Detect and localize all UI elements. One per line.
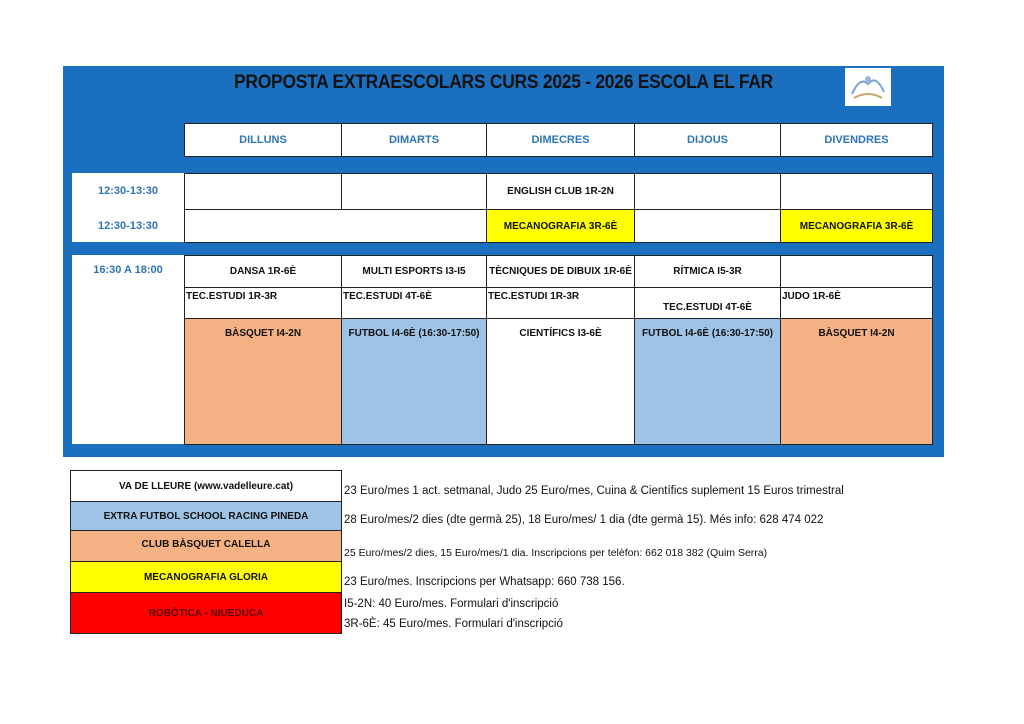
legend-note: 28 Euro/mes/2 dies (dte germà 25), 18 Euro/mes/ 1 dia (dte germà 15). Més info: 628 474 022 [344,514,824,526]
schedule-cell: JUDO 1R-6È [780,287,933,319]
day-header-dijous: DIJOUS [634,123,781,157]
schedule-cell: MECANOGRAFIA 3R-6È [486,209,635,243]
schedule-cell: CIENTÍFICS I3-6È [486,318,635,445]
legend-basquet: CLUB BÀSQUET CALELLA [70,530,342,562]
schedule-cell: MULTI ESPORTS I3-I5 [341,255,487,288]
day-header-divendres: DIVENDRES [780,123,933,157]
schedule-cell [634,173,781,210]
schedule-cell [634,209,781,243]
legend-note: 3R-6È: 45 Euro/mes. Formulari d'inscripció [344,618,563,630]
schedule-cell: DANSA 1R-6È [184,255,342,288]
schedule-cell: FUTBOL I4-6È (16:30-17:50) [341,318,487,445]
legend-note: 25 Euro/mes/2 dies, 15 Euro/mes/1 dia. Inscripcions per telèfon: 662 018 382 (Quim Serra) [344,547,768,559]
day-header-dilluns: DILLUNS [184,123,342,157]
schedule-cell [780,173,933,210]
legend-note: 23 Euro/mes. Inscripcions per Whatsapp: 660 738 156. [344,576,625,588]
legend-futbol: EXTRA FUTBOL SCHOOL RACING PINEDA [70,501,342,531]
schedule-cell [780,255,933,288]
legend-robotica: ROBÒTICA - NIUEDUCA [70,592,342,634]
page-title: PROPOSTA EXTRAESCOLARS CURS 2025 - 2026 ESCOLA EL FAR [233,72,774,93]
legend-vadelleure: VA DE LLEURE (www.vadelleure.cat) [70,470,342,502]
schedule-cell: ENGLISH CLUB 1R-2N [486,173,635,210]
schedule-cell: RÍTMICA I5-3R [634,255,781,288]
time-label: 12:30-13:30 [72,173,184,209]
legend-note: I5-2N: 40 Euro/mes. Formulari d'inscripció [344,598,559,610]
schedule-cell: TÈCNIQUES DE DIBUIX 1R-6È [486,255,635,288]
day-header-dimecres: DIMECRES [486,123,635,157]
schedule-cell: TEC.ESTUDI 4T-6È [341,287,487,319]
legend-note: 23 Euro/mes 1 act. setmanal, Judo 25 Euro/mes, Cuina & Científics suplement 15 Euros trimestral [344,485,844,497]
schedule-cell [184,209,487,243]
school-logo [845,68,891,106]
day-header-dimarts: DIMARTS [341,123,487,157]
schedule-cell [184,173,342,210]
time-label: 16:30 A 18:00 [72,255,184,444]
schedule-cell: TEC.ESTUDI 1R-3R [486,287,635,319]
schedule-cell [341,173,487,210]
schedule-cell: MECANOGRAFIA 3R-6È [780,209,933,243]
schedule-cell: TEC.ESTUDI 4T-6È [634,287,781,319]
schedule-cell: TEC.ESTUDI 1R-3R [184,287,342,319]
time-label: 12:30-13:30 [72,209,184,242]
legend-mecanografia: MECANOGRAFIA GLORIA [70,561,342,593]
schedule-cell: BÀSQUET I4-2N [184,318,342,445]
schedule-cell: FUTBOL I4-6È (16:30-17:50) [634,318,781,445]
schedule-cell: BÀSQUET I4-2N [780,318,933,445]
